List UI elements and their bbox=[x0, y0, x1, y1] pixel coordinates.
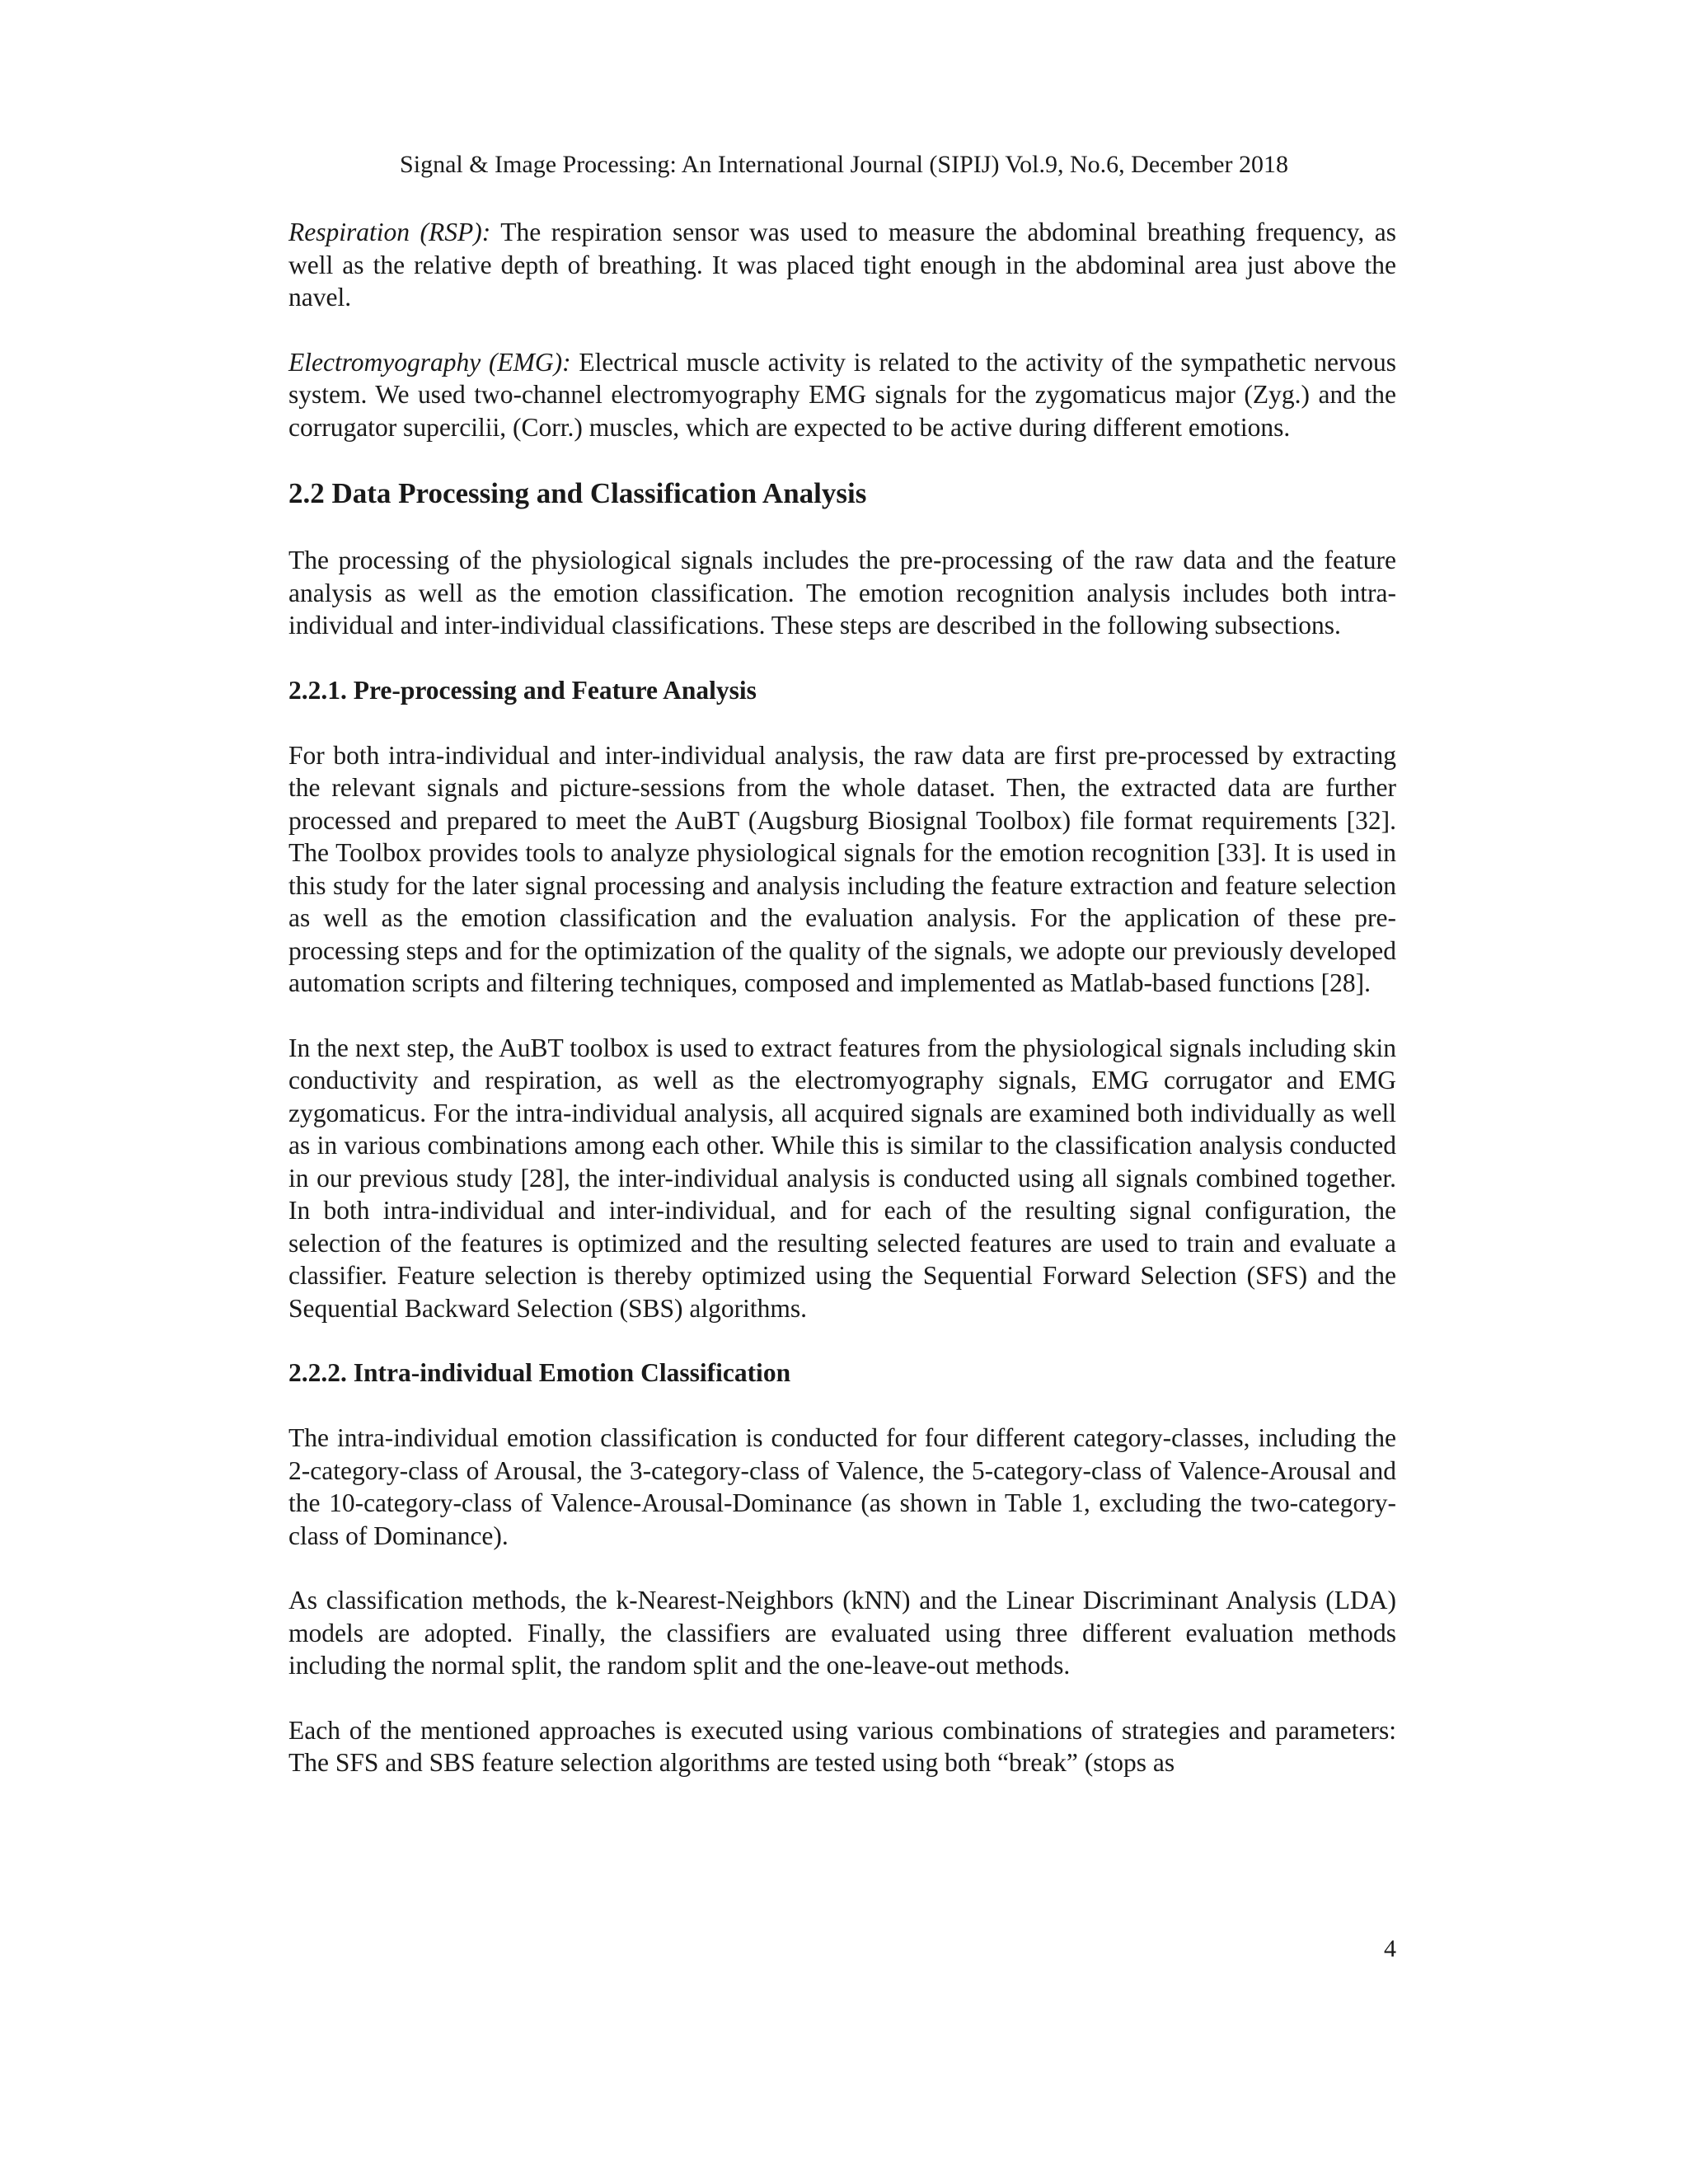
paragraph-processing-overview: The processing of the physiological signals includes the pre-processing of the raw data and the feature analysis as well as the emotion classification. The emotion recognition analysis includes both intra-individual and inter-individual classifications. These steps are described in the following subsections. bbox=[288, 546, 1396, 640]
paragraph-emg bbox=[288, 346, 1396, 444]
paragraph-approaches: Each of the mentioned approaches is executed using various combinations of strategies and parameters: The SFS and SBS feature selection algorithms are tested using both “break” (stops as bbox=[288, 1715, 1396, 1777]
paragraph-respiration-text: The respiration sensor was used to measure the abdominal breathing frequency, as well as the relative depth of breathing. It was placed tight enough in the abdominal area just above the navel. bbox=[288, 218, 1396, 312]
paragraph-classification-methods: As classification methods, the k-Nearest-Neighbors (kNN) and the Linear Discriminant Analysis (LDA) models are adopted. Finally, the classifiers are evaluated using three different evaluation methods including the normal split, the random split and the one-leave-out methods. bbox=[288, 1586, 1396, 1680]
term-respiration: Respiration (RSP): bbox=[288, 218, 491, 246]
subsection-heading-2-2-2: 2.2.2. Intra-individual Emotion Classification bbox=[288, 1358, 791, 1387]
page-body bbox=[288, 216, 1396, 1779]
running-header: Signal & Image Processing: An International Journal (SIPIJ) Vol.9, No.6, December 2018 bbox=[400, 151, 1288, 178]
section-heading-2-2: 2.2 Data Processing and Classification Analysis bbox=[288, 477, 867, 509]
page-number: 4 bbox=[1384, 1935, 1396, 1962]
paragraph-feature-extraction: In the next step, the AuBT toolbox is used to extract features from the physiological signals including skin conductivity and respiration, as well as the electromyography signals, EMG corrugator and EMG zygomaticus. For the intra-individual analysis, all acquired signals are examined both individually as well as in various combinations among each other. While this is similar to the classification analysis conducted in our previous study [28], the inter-individual analysis is conducted using all signals combined together. In both intra-individual and inter-individual, and for each of the resulting signal configuration, the selection of the features is optimized and the resulting selected features are used to train and evaluate a classifier. Feature selection is thereby optimized using the Sequential Forward Selection (SFS) and the Sequential Backward Selection (SBS) algorithms. bbox=[288, 1033, 1396, 1323]
term-emg: Electromyography (EMG): bbox=[288, 347, 571, 377]
subsection-heading-2-2-1: 2.2.1. Pre-processing and Feature Analysis bbox=[288, 675, 757, 705]
paragraph-intra-classification: The intra-individual emotion classification is conducted for four different category-classes, including the 2-category-class of Arousal, the 3-category-class of Valence, the 5-category-class of Valence-Arousal and the 10-category-class of Valence-Arousal-Dominance (as shown in Table 1, excluding the two-category-class of Dominance). bbox=[288, 1423, 1396, 1550]
paragraph-respiration bbox=[288, 216, 1396, 314]
paragraph-preprocessing: For both intra-individual and inter-individual analysis, the raw data are first pre-processed by extracting the relevant signals and picture-sessions from the whole dataset. Then, the extracted data are further processed and prepared to meet the AuBT (Augsburg Biosignal Toolbox) file format requirements [32]. The Toolbox provides tools to analyze physiological signals for the emotion recognition [33]. It is used in this study for the later signal processing and analysis including the feature extraction and feature selection as well as the emotion classification and the evaluation analysis. For the application of these pre-processing steps and for the optimization of the quality of the signals, we adopte our previously developed automation scripts and filtering techniques, composed and implemented as Matlab-based functions [28]. bbox=[288, 740, 1396, 997]
paragraph-emg-text: Electrical muscle activity is related to the activity of the sympathetic nervous system. We used two-channel electromyography EMG signals for the zygomaticus major (Zyg.) and the corrugator supercilii, (Corr.) muscles, which are expected to be active during different emotions. bbox=[288, 347, 1397, 442]
